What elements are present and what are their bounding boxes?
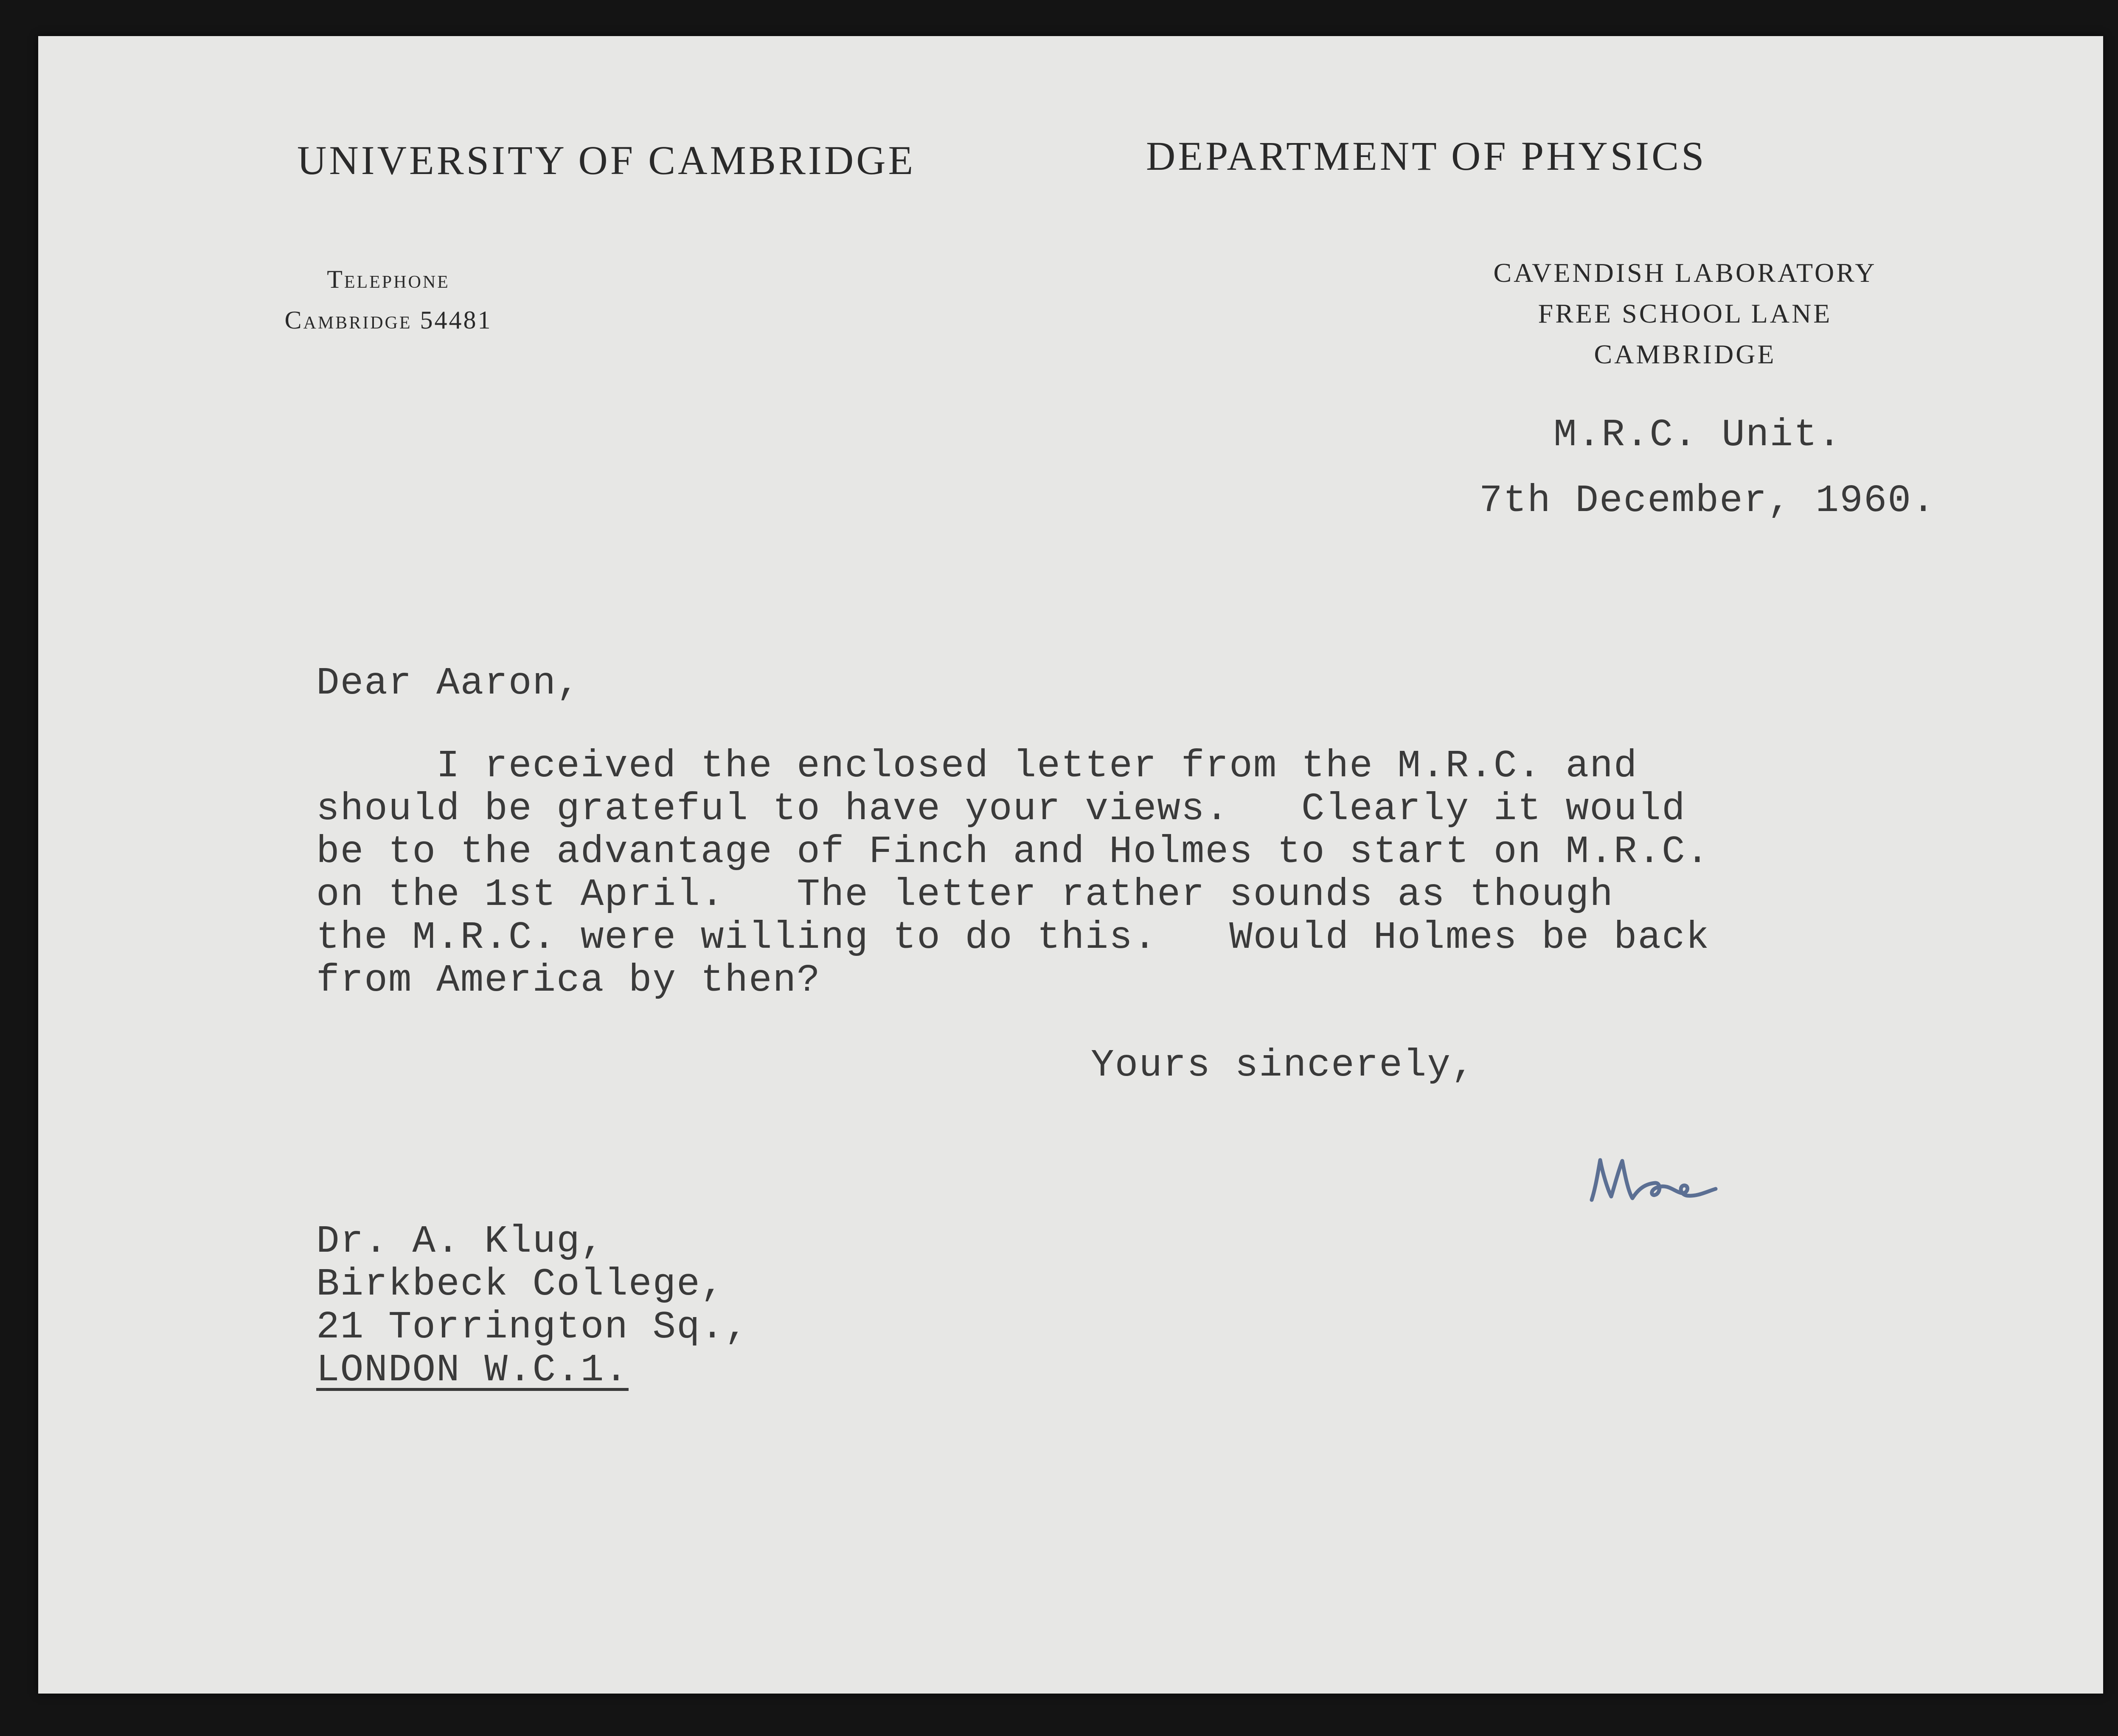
address-block [1439,253,1931,375]
department-heading: DEPARTMENT OF PHYSICS [1146,133,1707,179]
body-line: I received the enclosed letter from the M.R.C. and [316,744,1638,788]
salutation: Dear Aaron, [316,662,581,705]
recipient-line: 21 Torrington Sq., [316,1306,749,1349]
telephone-label: Telephone [327,265,450,293]
address-line: CAVENDISH LABORATORY [1493,258,1877,288]
university-heading: UNIVERSITY OF CAMBRIDGE [297,138,916,183]
address-line: CAMBRIDGE [1594,339,1776,369]
recipient-line: Birkbeck College, [316,1263,725,1306]
body-line: the M.R.C. were willing to do this. Would Holmes be back [316,916,1710,960]
recipient-address [316,1220,749,1392]
handwritten-signature [1583,1152,1723,1208]
letter-body [316,745,1710,1002]
letter-date: 7th December, 1960. [1479,479,1936,523]
unit-line: M.R.C. Unit. [1553,413,1842,457]
letter-page [38,36,2103,1694]
body-line: from America by then? [316,959,821,1003]
body-line: on the 1st April. The letter rather sounds as though [316,873,1614,917]
address-line: FREE SCHOOL LANE [1538,298,1832,329]
recipient-city: LONDON W.C.1. [316,1348,629,1392]
recipient-line: Dr. A. Klug, [316,1220,605,1264]
telephone-block [242,259,535,340]
body-line: should be grateful to have your views. Clearly it would [316,787,1686,831]
body-line: be to the advantage of Finch and Holmes to start on M.R.C. [316,830,1710,874]
closing: Yours sincerely, [1091,1044,1475,1087]
telephone-number: Cambridge 54481 [284,306,492,334]
